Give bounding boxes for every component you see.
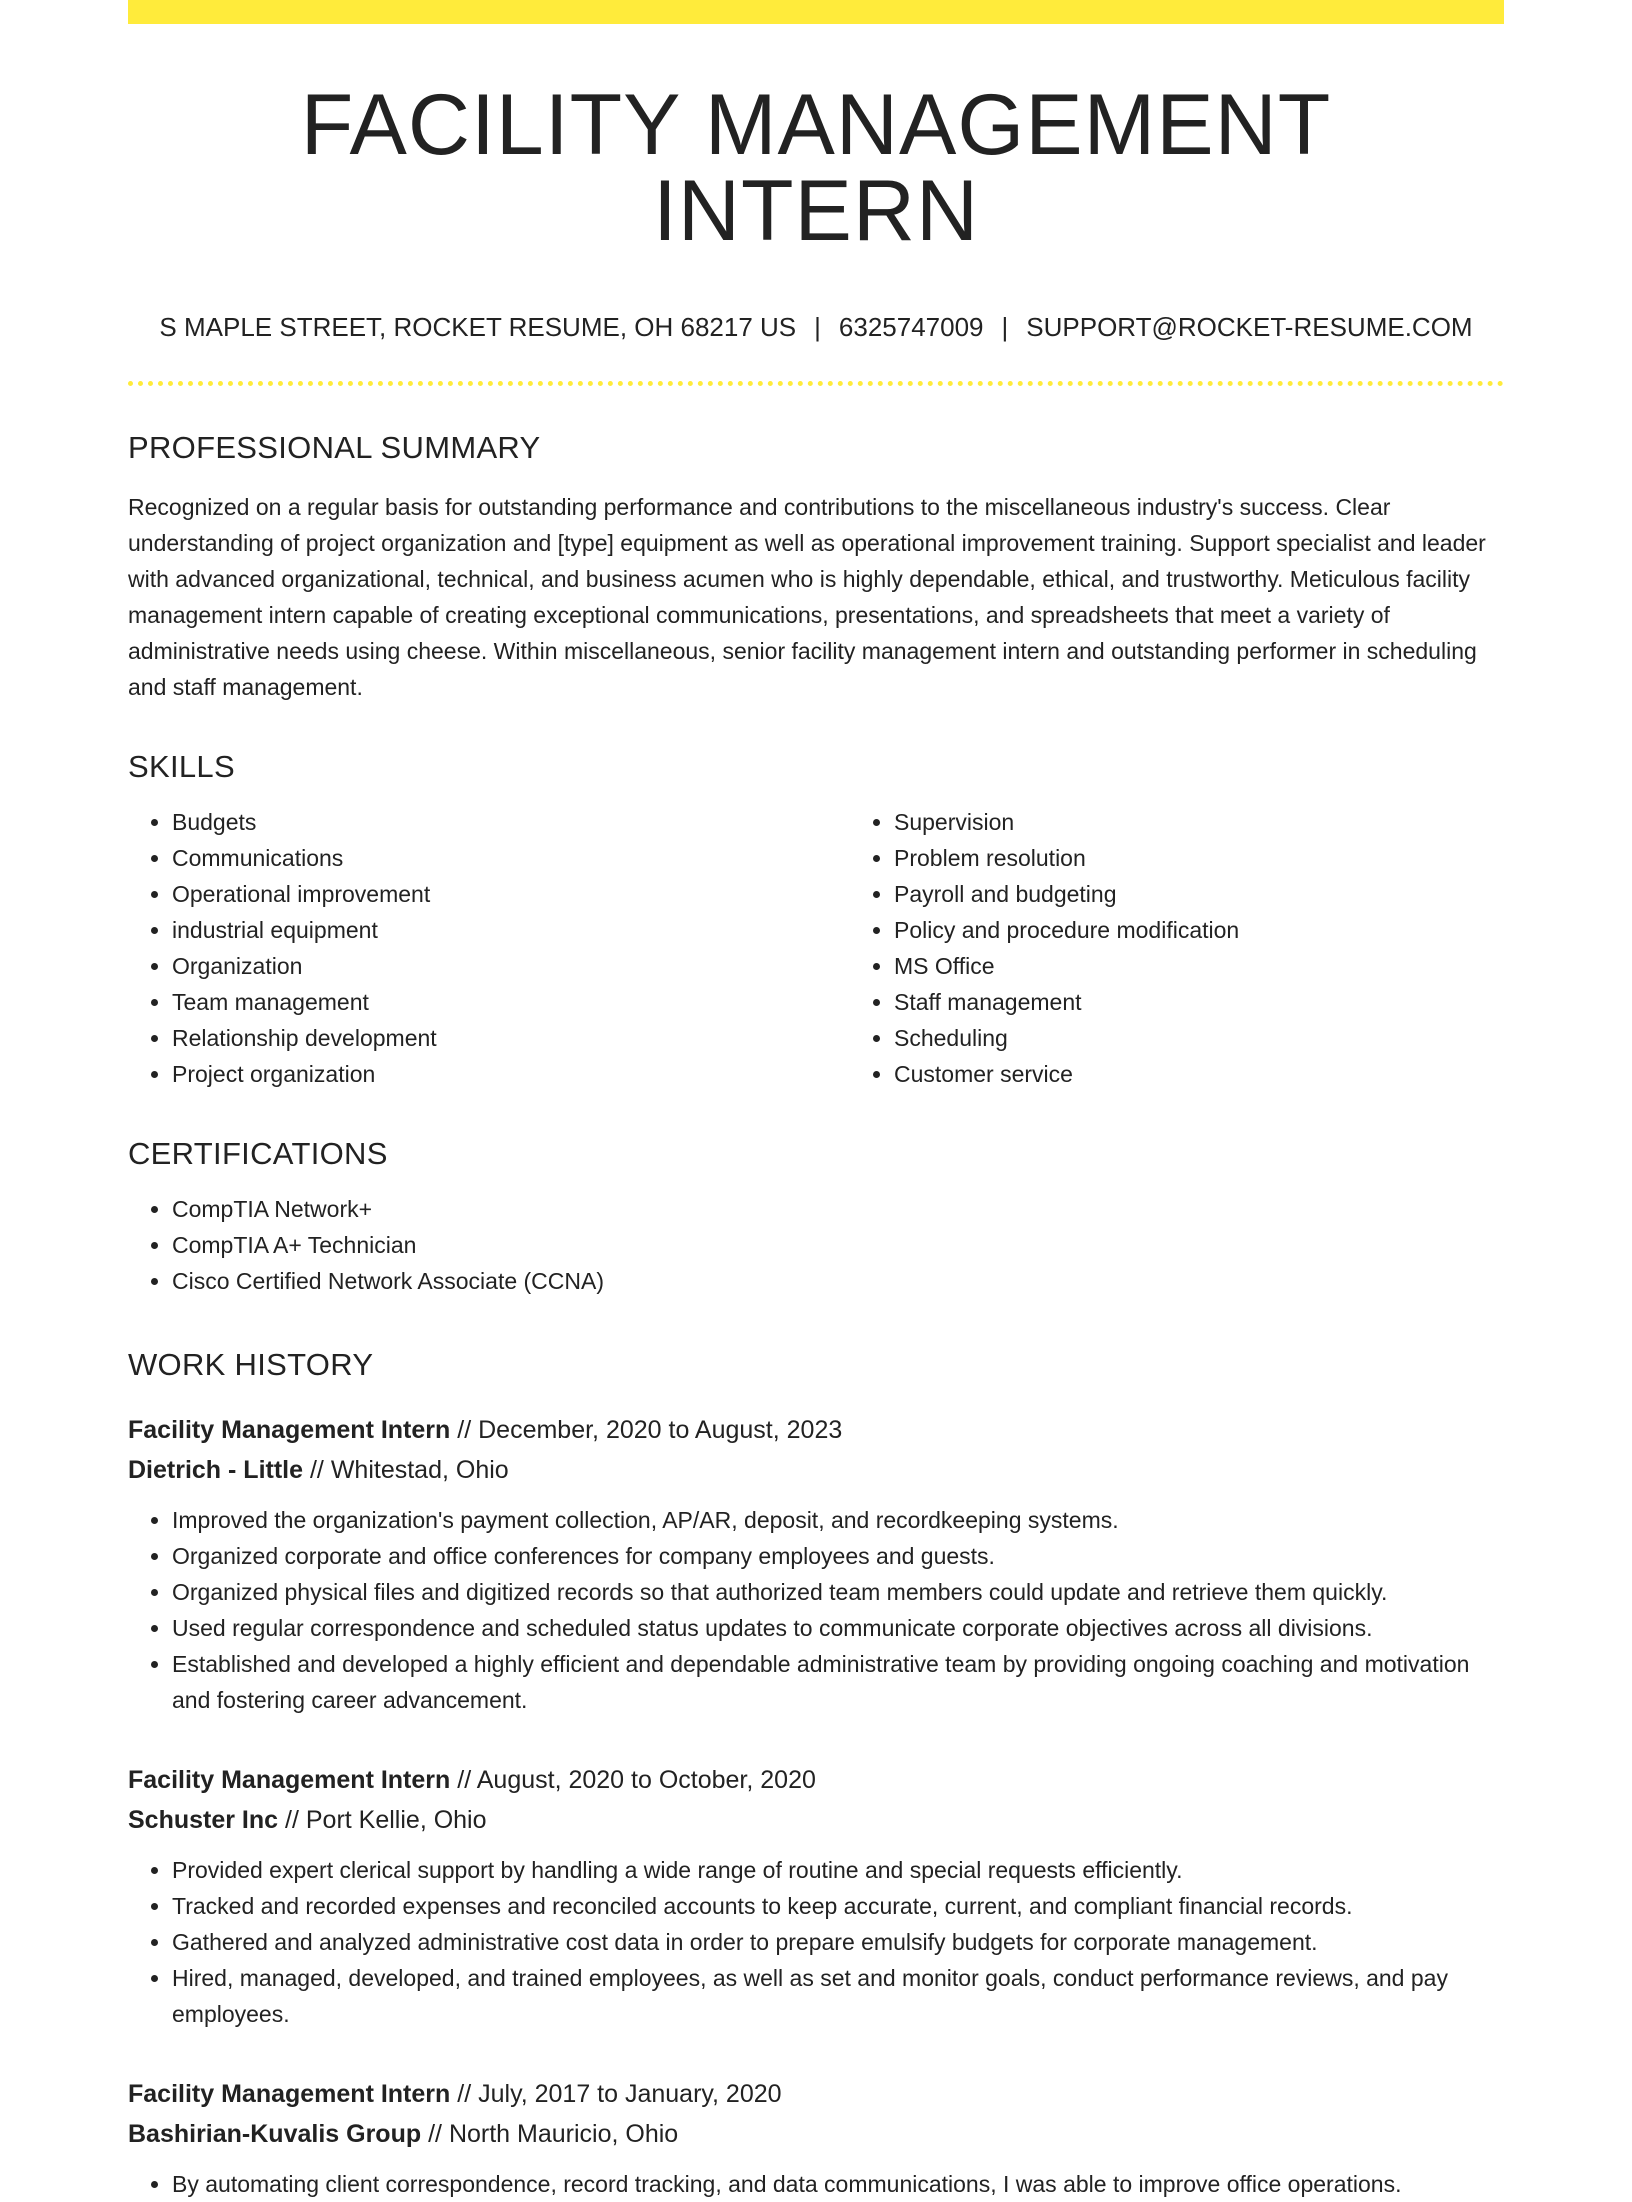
job-bullets — [128, 2166, 1504, 2202]
list-item: • Organization — [172, 948, 850, 984]
contact-line — [128, 314, 1504, 340]
list-item: • Organized physical files and digitized records so that authorized team members could update and retrieve them quickly. — [172, 1574, 1504, 1610]
summary-heading: PROFESSIONAL SUMMARY — [128, 430, 541, 465]
certifications-heading: CERTIFICATIONS — [128, 1136, 388, 1171]
list-item: • CompTIA A+ Technician — [172, 1227, 1504, 1263]
list-item: • Relationship development — [172, 1020, 850, 1056]
list-item: • Payroll and budgeting — [894, 876, 1572, 912]
list-item: • Cisco Certified Network Associate (CCNA) — [172, 1263, 1504, 1299]
resume-page — [128, 0, 1504, 2202]
list-item: • Scheduling — [894, 1020, 1572, 1056]
job-dates: December, 2020 to August, 2023 — [478, 1416, 843, 1444]
list-item: • Gathered and analyzed administrative cost data in order to prepare emulsify budgets for corporate management. — [172, 1924, 1504, 1960]
job-entry — [128, 2074, 1504, 2202]
list-item: • CompTIA Network+ — [172, 1191, 1504, 1227]
resume-title: FACILITY MANAGEMENT INTERN — [300, 77, 1332, 259]
job-title: Facility Management Intern — [128, 1416, 451, 1444]
list-item: • Policy and procedure modification — [894, 912, 1572, 948]
job-location: Port Kellie, Ohio — [305, 1806, 487, 1834]
contact-email: SUPPORT@ROCKET-RESUME.COM — [1026, 312, 1473, 342]
list-item: • Team management — [172, 984, 850, 1020]
list-item: • industrial equipment — [172, 912, 850, 948]
list-item: • Provided expert clerical support by handling a wide range of routine and special requests efficiently. — [172, 1852, 1504, 1888]
list-item: • Supervision — [894, 804, 1572, 840]
list-item: • Project organization — [172, 1056, 850, 1092]
job-bullets — [128, 1852, 1504, 2032]
job-separator: // — [309, 1456, 324, 1484]
job-separator: // — [285, 1806, 299, 1834]
job-title-line — [128, 1760, 1504, 1800]
list-item: • Established and developed a highly efficient and dependable administrative team by providing ongoing coaching and motivation and fostering career advancement. — [172, 1646, 1504, 1718]
work-history-list — [128, 1410, 1504, 2202]
job-company: Bashirian-Kuvalis Group — [128, 2120, 422, 2148]
list-item: • Improved the organization's payment collection, AP/AR, deposit, and recordkeeping systems. — [172, 1502, 1504, 1538]
job-entry — [128, 1410, 1504, 1718]
list-item: • Used regular correspondence and scheduled status updates to communicate corporate objectives across all divisions. — [172, 1610, 1504, 1646]
skills-right-list — [850, 804, 1572, 1092]
work-history-heading: WORK HISTORY — [128, 1347, 374, 1382]
contact-phone: 6325747009 — [838, 312, 984, 342]
skills-columns — [128, 782, 1504, 1092]
list-item: • Problem resolution — [894, 840, 1572, 876]
list-item: • Budgets — [172, 804, 850, 840]
skills-left-list — [128, 804, 850, 1092]
job-dates: August, 2020 to October, 2020 — [476, 1766, 816, 1794]
list-item: • Customer service — [894, 1056, 1572, 1092]
job-bullets — [128, 1502, 1504, 1718]
list-item: • Communications — [172, 840, 850, 876]
summary-text: Recognized on a regular basis for outstanding performance and contributions to the miscellaneous industry's success. Clear understanding of project organization and [type] equipment as well as operational improvement training. Support specialist and leader with advanced organizational, technical, and business acumen who is highly dependable, ethical, and trustworthy. Meticulous facility management intern capable of creating exceptional communications, presentations, and spreadsheets that meet a variety of administrative needs using cheese. Within miscellaneous, senior facility management intern and outstanding performer in scheduling and staff management. — [128, 494, 1486, 700]
dotted-divider — [128, 381, 1504, 386]
skills-heading: SKILLS — [128, 749, 235, 784]
job-title: Facility Management Intern — [128, 2080, 451, 2108]
job-separator: // — [428, 2120, 442, 2148]
job-company-line — [128, 2114, 1504, 2154]
job-dates: July, 2017 to January, 2020 — [478, 2080, 782, 2108]
job-company-line — [128, 1450, 1504, 1490]
list-item: • Hired, managed, developed, and trained employees, as well as set and monitor goals, conduct performance reviews, and pay employees. — [172, 1960, 1504, 2032]
contact-address: S MAPLE STREET, ROCKET RESUME, OH 68217 US — [159, 312, 797, 342]
list-item: • Operational improvement — [172, 876, 850, 912]
list-item: • Staff management — [894, 984, 1572, 1020]
list-item: • MS Office — [894, 948, 1572, 984]
job-title: Facility Management Intern — [128, 1766, 451, 1794]
contact-separator: | — [1001, 312, 1009, 342]
contact-separator: | — [814, 312, 821, 342]
job-company: Dietrich - Little — [128, 1456, 304, 1484]
list-item: • Organized corporate and office conferences for company employees and guests. — [172, 1538, 1504, 1574]
job-company-line — [128, 1800, 1504, 1840]
job-separator: // — [457, 1416, 472, 1444]
job-separator: // — [457, 2080, 472, 2108]
job-title-line — [128, 2074, 1504, 2114]
job-company: Schuster Inc — [128, 1806, 279, 1834]
certifications-list — [128, 1191, 1504, 1299]
job-title-line — [128, 1410, 1504, 1450]
job-separator: // — [457, 1766, 472, 1794]
list-item: • By automating client correspondence, record tracking, and data communications, I was able to improve office operations. — [172, 2166, 1504, 2202]
job-location: North Mauricio, Ohio — [448, 2120, 679, 2148]
list-item: • Tracked and recorded expenses and reconciled accounts to keep accurate, current, and compliant financial records. — [172, 1888, 1504, 1924]
job-entry — [128, 1760, 1504, 2032]
top-accent-bar — [128, 0, 1504, 24]
job-location: Whitestad, Ohio — [330, 1456, 509, 1484]
